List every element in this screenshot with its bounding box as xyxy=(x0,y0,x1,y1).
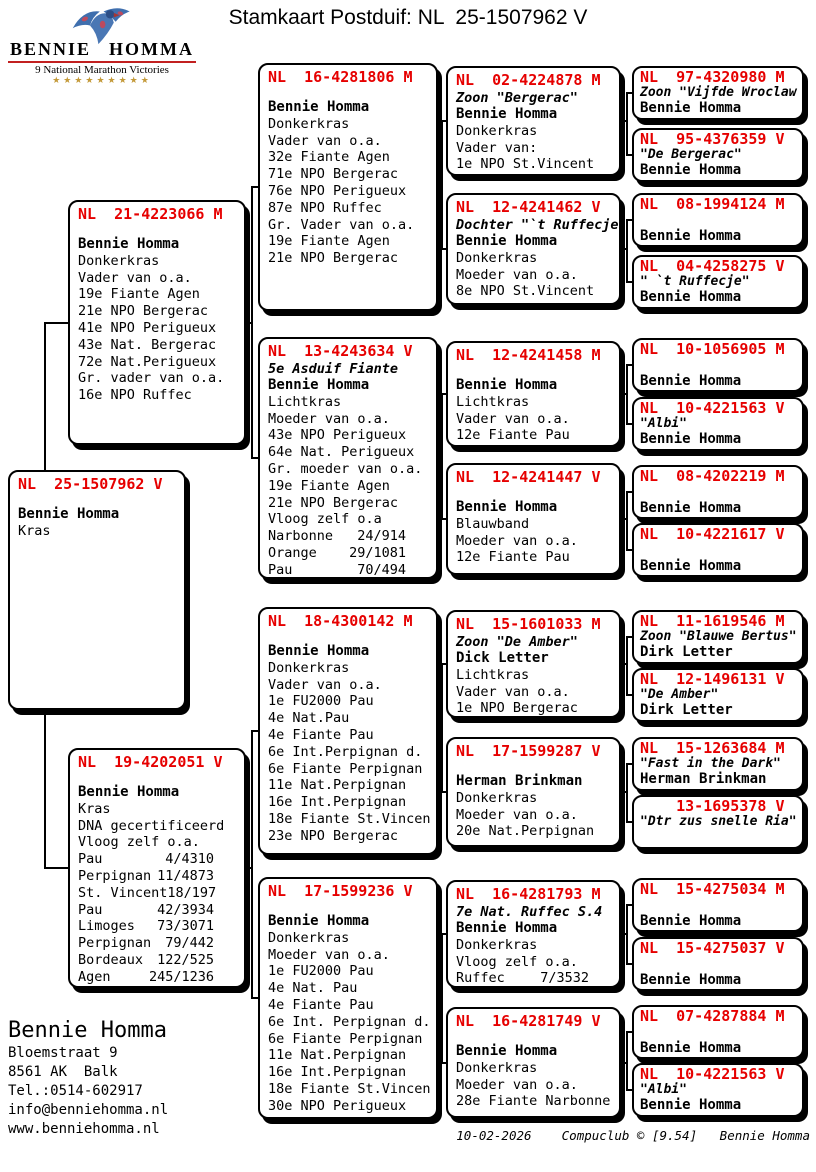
connector-line xyxy=(251,186,253,459)
race-name: Ruffec xyxy=(456,970,505,987)
ring-number: NL 10-1056905 M xyxy=(640,340,785,358)
pigeon-details xyxy=(78,801,236,986)
detail-line: 12e Fiante Pau xyxy=(456,549,570,566)
owner-name: Herman Brinkman xyxy=(640,771,767,787)
detail-line: Vader van o.a. xyxy=(456,683,570,700)
pigeon-nickname: "De Bergerac" xyxy=(640,147,742,162)
detail-line: 71e NPO Bergerac xyxy=(268,166,399,183)
ring-number: NL 12-4241458 M xyxy=(456,346,601,364)
pigeon-nickname: "De Amber" xyxy=(640,687,719,702)
pigeon-details xyxy=(456,394,611,444)
pigeon-details xyxy=(456,123,611,173)
connector-line xyxy=(621,933,626,935)
detail-line: Vader van o.a. xyxy=(268,676,382,693)
connector-line xyxy=(441,120,443,250)
detail-line: Kras xyxy=(18,522,51,539)
pedigree-box xyxy=(632,338,804,392)
logo-name-left: BENNIE xyxy=(10,39,92,59)
race-score: 245/1236 xyxy=(148,968,214,985)
pedigree-box xyxy=(446,1007,621,1118)
detail-line: Blauwband xyxy=(456,515,530,532)
race-score: 122/525 xyxy=(157,951,214,968)
owner-name: Bennie Homma xyxy=(640,431,742,447)
contact-city-line: 8561 AK Balk xyxy=(8,1064,118,1080)
connector-line xyxy=(626,364,628,425)
owner-name: Bennie Homma xyxy=(268,913,370,929)
pigeon-details xyxy=(268,659,431,845)
pedigree-box xyxy=(258,877,438,1119)
detail-line: Gr. Vader van o.a. xyxy=(268,216,415,233)
owner-name: Bennie Homma xyxy=(456,499,558,515)
owner-name: Bennie Homma xyxy=(456,377,558,393)
connector-line xyxy=(251,186,258,188)
pedigree-box xyxy=(258,63,438,311)
connector-line xyxy=(621,791,626,793)
detail-line: 1e NPO Bergerac xyxy=(456,700,578,717)
ring-number: NL 10-4221563 V xyxy=(640,399,785,417)
detail-line: Moeder van o.a. xyxy=(268,410,390,427)
result-row xyxy=(78,851,236,868)
logo-name-right: HOMMA xyxy=(109,39,194,59)
connector-line xyxy=(251,457,258,459)
owner-name: Dick Letter xyxy=(456,650,549,666)
owner-name: Bennie Homma xyxy=(78,784,180,800)
detail-line: 43e Nat. Bergerac xyxy=(78,336,217,353)
pedigree-box xyxy=(632,937,804,991)
pedigree-box xyxy=(632,255,804,309)
result-row xyxy=(78,868,236,885)
pedigree-box xyxy=(632,610,804,664)
pigeon-details xyxy=(268,929,431,1115)
connector-line xyxy=(438,186,441,188)
connector-line xyxy=(441,933,443,1064)
connector-line xyxy=(621,120,626,122)
result-row xyxy=(268,528,428,545)
detail-line: Vloog zelf o.a xyxy=(268,511,382,528)
ring-number: NL 97-4320980 M xyxy=(640,68,785,86)
pigeon-nickname: "Albi" xyxy=(640,1082,687,1097)
detail-line: Lichtkras xyxy=(268,393,342,410)
connector-line xyxy=(251,997,258,999)
detail-line: 12e Fiante Pau xyxy=(456,427,570,444)
detail-line: 18e Fiante St.Vincen xyxy=(268,1080,431,1097)
pedigree-box xyxy=(632,465,804,519)
pigeon-details xyxy=(456,667,611,717)
pedigree-box xyxy=(446,193,621,305)
detail-line: 19e Fiante Agen xyxy=(268,233,390,250)
detail-line: Donkerkras xyxy=(456,1059,538,1076)
owner-name: Bennie Homma xyxy=(640,500,742,516)
pigeon-details xyxy=(268,116,428,267)
detail-line: Moeder van o.a. xyxy=(456,1076,578,1093)
detail-line: 20e Nat.Perpignan xyxy=(456,823,595,840)
owner-name: Bennie Homma xyxy=(456,106,558,122)
pigeon-details xyxy=(456,937,611,987)
detail-line: Vader van o.a. xyxy=(268,132,382,149)
connector-line xyxy=(621,663,626,665)
pigeon-details xyxy=(456,516,611,566)
detail-line: 21e NPO Bergerac xyxy=(268,494,399,511)
detail-line: Donkerkras xyxy=(456,249,538,266)
ring-number: NL 10-4221563 V xyxy=(640,1065,785,1083)
race-score: 70/494 xyxy=(357,561,406,578)
connector-line xyxy=(251,730,258,732)
pigeon-details xyxy=(456,250,611,300)
connector-line xyxy=(246,322,251,324)
race-score: 7/3532 xyxy=(540,970,589,987)
detail-line: 8e NPO St.Vincent xyxy=(456,283,595,300)
pigeon-nickname: 5e Asduif Fiante xyxy=(268,361,399,377)
detail-line: 1e NPO St.Vincent xyxy=(456,156,595,173)
connector-line xyxy=(626,219,628,283)
detail-line: Vloog zelf o.a. xyxy=(78,834,200,851)
pigeon-details xyxy=(456,790,611,840)
detail-line: 41e NPO Perigueux xyxy=(78,319,217,336)
ring-number: NL 15-1263684 M xyxy=(640,739,785,757)
pedigree-box xyxy=(632,737,804,791)
detail-line: 11e Nat.Perpignan xyxy=(268,1047,407,1064)
pedigree-box xyxy=(632,1005,804,1059)
ring-number: NL 15-4275034 M xyxy=(640,880,785,898)
race-score: 73/3071 xyxy=(157,918,214,935)
detail-line: 11e Nat.Perpignan xyxy=(268,777,407,794)
detail-line: 19e Fiante Agen xyxy=(268,477,390,494)
result-row xyxy=(78,885,236,902)
result-row xyxy=(268,545,428,562)
detail-line: 43e NPO Perigueux xyxy=(268,427,407,444)
detail-line: 30e NPO Perigueux xyxy=(268,1097,407,1114)
pedigree-box xyxy=(446,737,621,847)
detail-line: 72e Nat.Perigueux xyxy=(78,353,217,370)
connector-line xyxy=(44,322,68,324)
connector-line xyxy=(441,663,443,793)
connector-line xyxy=(441,393,443,520)
connector-line xyxy=(626,904,628,965)
ring-number: NL 08-4202219 M xyxy=(640,467,785,485)
detail-line: 76e NPO Perigueux xyxy=(268,182,407,199)
owner-name: Bennie Homma xyxy=(640,289,742,305)
ring-number: NL 12-1496131 V xyxy=(640,670,785,688)
result-row xyxy=(456,970,611,987)
owner-name: Bennie Homma xyxy=(640,373,742,389)
ring-number: NL 11-1619546 M xyxy=(640,612,785,630)
pigeon-details xyxy=(268,394,428,579)
pedigree-box xyxy=(632,795,804,849)
ring-number: NL 15-4275037 V xyxy=(640,939,785,957)
race-name: Perpignan xyxy=(78,867,152,884)
race-name: St. Vincent xyxy=(78,884,168,901)
ring-number: NL 13-4243634 V xyxy=(268,342,413,360)
result-row xyxy=(78,918,236,935)
owner-name: Bennie Homma xyxy=(456,1043,558,1059)
pigeon-nickname: 7e Nat. Ruffec S.4 xyxy=(456,904,603,920)
contact-block xyxy=(8,1018,168,1139)
owner-name: Dirk Letter xyxy=(640,644,733,660)
connector-line xyxy=(621,1062,626,1064)
pigeon-nickname: Zoon "De Amber" xyxy=(456,634,578,650)
pedigree-box xyxy=(68,200,246,445)
result-row xyxy=(78,969,236,986)
detail-line: 19e Fiante Agen xyxy=(78,286,200,303)
detail-line: 16e NPO Ruffec xyxy=(78,387,192,404)
owner-name: Herman Brinkman xyxy=(456,773,583,789)
connector-line xyxy=(626,636,628,696)
pedigree-box xyxy=(446,463,621,575)
ring-number: NL 21-4223066 M xyxy=(78,205,223,223)
pigeon-nickname: Zoon "Vijfde Wroclaw xyxy=(640,85,797,100)
connector-line xyxy=(438,457,441,459)
race-score: 29/1081 xyxy=(349,544,406,561)
owner-name: Bennie Homma xyxy=(456,920,558,936)
detail-line: 6e Int.Perpignan d. xyxy=(268,743,423,760)
detail-line: 23e NPO Bergerac xyxy=(268,827,399,844)
pigeon-details xyxy=(78,253,236,404)
race-name: Pau xyxy=(268,561,293,578)
detail-line: Donkerkras xyxy=(456,936,538,953)
logo-tagline: 9 National Marathon Victories xyxy=(35,64,169,76)
contact-phone: Tel.:0514-602917 xyxy=(8,1083,143,1099)
logo-name xyxy=(8,39,196,63)
race-score: 11/4873 xyxy=(157,867,214,884)
pedigree-box xyxy=(446,880,621,988)
race-score: 18/197 xyxy=(167,884,217,901)
detail-line: 16e Int.Perpignan xyxy=(268,794,407,811)
connector-line xyxy=(621,248,626,250)
ring-number: NL 16-4281749 V xyxy=(456,1012,601,1030)
connector-line xyxy=(626,763,628,823)
connector-line xyxy=(626,491,628,551)
ring-number: NL 08-1994124 M xyxy=(640,195,785,213)
detail-line: 64e Nat. Perigueux xyxy=(268,444,415,461)
race-name: Agen xyxy=(78,968,111,985)
ring-number: NL 04-4258275 V xyxy=(640,257,785,275)
pedigree-box xyxy=(632,193,804,247)
owner-name: Bennie Homma xyxy=(640,100,742,116)
detail-line: 32e Fiante Agen xyxy=(268,149,390,166)
pedigree-box xyxy=(632,66,804,120)
detail-line: 21e NPO Bergerac xyxy=(78,303,209,320)
owner-name: Bennie Homma xyxy=(268,99,370,115)
detail-line: Vader van o.a. xyxy=(78,269,192,286)
detail-line: 4e Nat. Pau xyxy=(268,980,358,997)
owner-name: Bennie Homma xyxy=(268,377,370,393)
pigeon-nickname: Zoon "Blauwe Bertus" xyxy=(640,629,797,644)
detail-line: Donkerkras xyxy=(78,252,160,269)
race-name: Pau xyxy=(78,851,103,868)
race-name: Limoges xyxy=(78,918,135,935)
ring-number: NL 95-4376359 V xyxy=(640,130,785,148)
ring-number: NL 17-1599287 V xyxy=(456,742,601,760)
pedigree-box xyxy=(258,337,438,579)
owner-name: Bennie Homma xyxy=(640,162,742,178)
ring-number: NL 15-1601033 M xyxy=(456,615,601,633)
owner-name: Bennie Homma xyxy=(640,972,742,988)
connector-line xyxy=(621,518,626,520)
connector-line xyxy=(626,92,628,156)
detail-line: Vader van o.a. xyxy=(456,410,570,427)
race-name: Narbonne xyxy=(268,528,334,545)
detail-line: 4e Fiante Pau xyxy=(268,996,374,1013)
result-row xyxy=(78,902,236,919)
race-name: Orange xyxy=(268,544,317,561)
pigeon-nickname: "Dtr zus snelle Ria" xyxy=(640,814,797,829)
detail-line: 4e Fiante Pau xyxy=(268,726,374,743)
pedigree-box xyxy=(446,66,621,176)
detail-line: Moeder van o.a. xyxy=(456,532,578,549)
owner-name: Bennie Homma xyxy=(640,1097,742,1113)
detail-line: 6e Int. Perpignan d. xyxy=(268,1013,431,1030)
pigeon-details xyxy=(18,523,176,540)
owner-name: Bennie Homma xyxy=(640,1040,742,1056)
pedigree-box xyxy=(632,1063,804,1117)
connector-line xyxy=(438,997,441,999)
race-score: 79/442 xyxy=(165,935,214,952)
pigeon-nickname: " `t Ruffecje" xyxy=(640,274,750,289)
contact-email: info@benniehomma.nl xyxy=(8,1102,169,1118)
detail-line: Moeder van o.a. xyxy=(268,946,390,963)
ring-number: NL 16-4281793 M xyxy=(456,885,601,903)
logo-stars: ★★★★★★★★★ xyxy=(52,76,152,86)
pedigree-box xyxy=(446,610,621,718)
detail-line: Gr. vader van o.a. xyxy=(78,370,225,387)
pedigree-box xyxy=(446,341,621,447)
detail-line: Kras xyxy=(78,800,111,817)
detail-line: 1e FU2000 Pau xyxy=(268,963,374,980)
owner-name: Dirk Letter xyxy=(640,702,733,718)
race-name: Perpignan xyxy=(78,935,152,952)
result-row xyxy=(78,935,236,952)
result-row xyxy=(78,952,236,969)
owner-name: Bennie Homma xyxy=(640,228,742,244)
ring-number: 13-1695378 V xyxy=(640,797,785,815)
race-score: 4/4310 xyxy=(165,851,214,868)
connector-line xyxy=(246,867,251,869)
detail-line: Donkerkras xyxy=(268,115,350,132)
detail-line: Lichtkras xyxy=(456,666,530,683)
race-score: 24/914 xyxy=(357,528,406,545)
pedigree-box xyxy=(8,470,186,710)
owner-name: Bennie Homma xyxy=(640,558,742,574)
pigeon-nickname: Zoon "Bergerac" xyxy=(456,90,578,106)
detail-line: 21e NPO Bergerac xyxy=(268,250,399,267)
page-title: Stamkaart Postduif: NL 25-1507962 V xyxy=(228,6,588,29)
owner-name: Bennie Homma xyxy=(78,236,180,252)
race-name: Pau xyxy=(78,901,103,918)
contact-website: www.benniehomma.nl xyxy=(8,1121,160,1137)
detail-line: 4e Nat.Pau xyxy=(268,710,350,727)
ring-number: NL 12-4241447 V xyxy=(456,468,601,486)
connector-line xyxy=(44,867,68,869)
detail-line: Donkerkras xyxy=(456,789,538,806)
race-score: 42/3934 xyxy=(157,901,214,918)
owner-name: Bennie Homma xyxy=(18,506,120,522)
ring-number: NL 07-4287884 M xyxy=(640,1007,785,1025)
connector-line xyxy=(438,730,441,732)
detail-line: Moeder van o.a. xyxy=(456,806,578,823)
pedigree-box xyxy=(258,607,438,855)
detail-line: Gr. moeder van o.a. xyxy=(268,460,423,477)
pigeon-details xyxy=(456,1060,611,1110)
ring-number: NL 19-4202051 V xyxy=(78,753,223,771)
race-name: Bordeaux xyxy=(78,951,144,968)
detail-line: DNA gecertificeerd xyxy=(78,817,225,834)
detail-line: Donkerkras xyxy=(268,659,350,676)
ring-number: NL 17-1599236 V xyxy=(268,882,413,900)
detail-line: 87e NPO Ruffec xyxy=(268,199,382,216)
pigeon-nickname: Dochter "`t Ruffecje xyxy=(456,217,619,233)
pedigree-box xyxy=(632,397,804,451)
detail-line: Donkerkras xyxy=(268,929,350,946)
owner-name: Bennie Homma xyxy=(640,913,742,929)
ring-number: NL 16-4281806 M xyxy=(268,68,413,86)
detail-line: 1e FU2000 Pau xyxy=(268,693,374,710)
detail-line: Moeder van o.a. xyxy=(456,266,578,283)
ring-number: NL 02-4224878 M xyxy=(456,71,601,89)
detail-line: Vader van: xyxy=(456,139,538,156)
pedigree-box xyxy=(632,878,804,932)
pedigree-box xyxy=(68,748,246,988)
pedigree-box xyxy=(632,668,804,722)
connector-line xyxy=(251,730,253,999)
pedigree-box xyxy=(632,128,804,182)
pedigree-box xyxy=(632,523,804,577)
owner-name: Bennie Homma xyxy=(456,233,558,249)
contact-name: Bennie Homma xyxy=(8,1018,167,1043)
detail-line: Vloog zelf o.a. xyxy=(456,953,578,970)
detail-line: 6e Fiante Perpignan xyxy=(268,760,423,777)
detail-line: 6e Fiante Perpignan xyxy=(268,1030,423,1047)
pigeon-nickname: "Albi" xyxy=(640,416,687,431)
contact-address-line: Bloemstraat 9 xyxy=(8,1045,118,1061)
connector-line xyxy=(621,393,626,395)
owner-name: Bennie Homma xyxy=(268,643,370,659)
ring-number: NL 10-4221617 V xyxy=(640,525,785,543)
result-row xyxy=(268,562,428,579)
credit-line: 10-02-2026 Compuclub © [9.54] Bennie Homma xyxy=(456,1128,810,1143)
detail-line: 18e Fiante St.Vincen xyxy=(268,810,431,827)
connector-line xyxy=(626,1031,628,1091)
detail-line: 28e Fiante Narbonne xyxy=(456,1093,611,1110)
detail-line: Donkerkras xyxy=(456,122,538,139)
ring-number: NL 12-4241462 V xyxy=(456,198,601,216)
detail-line: 16e Int.Perpignan xyxy=(268,1064,407,1081)
pigeon-nickname: "Fast in the Dark" xyxy=(640,756,781,771)
detail-line: Lichtkras xyxy=(456,393,530,410)
ring-number: NL 18-4300142 M xyxy=(268,612,413,630)
ring-number: NL 25-1507962 V xyxy=(18,475,163,493)
